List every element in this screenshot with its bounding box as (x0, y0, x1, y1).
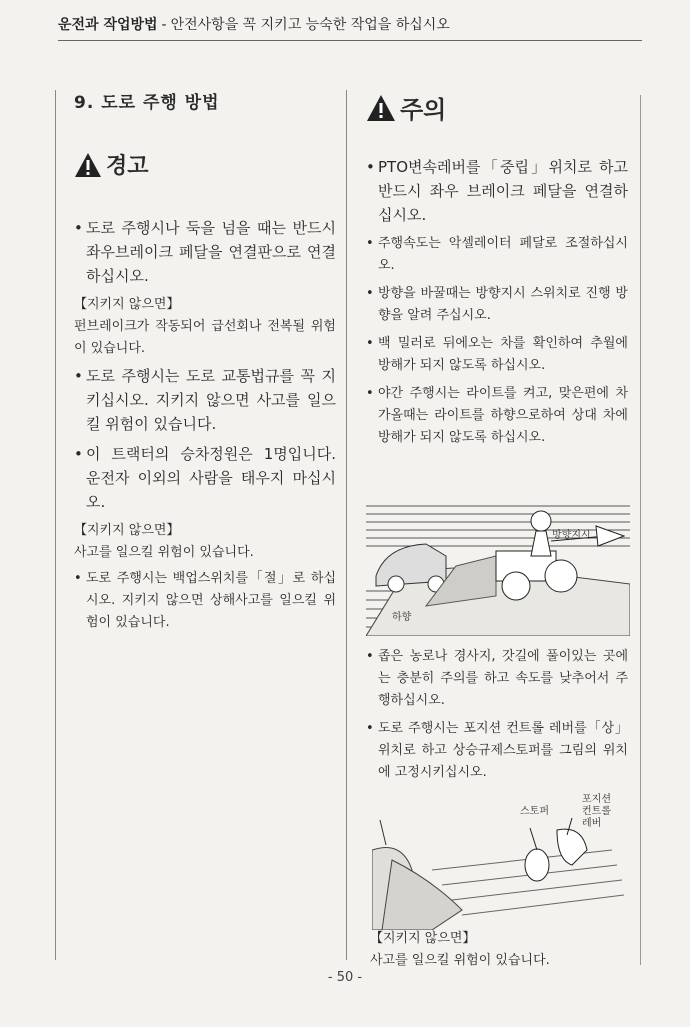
right-column-bottom (366, 646, 628, 790)
caution-heading (366, 90, 628, 125)
left-item-4: • 도로 주행시는 백업스위치를「절」로 하십시오. 지키지 않으면 상해사고를 일으킬 위험이 있습니다. (74, 571, 336, 630)
right-item-7: • 도로 주행시는 포지션 컨트롤 레버를「상」위치로 하고 상승규제스토퍼를 그림의 위치에 고정시키십시오. (366, 721, 628, 780)
low-beam-label: 하향 (392, 612, 412, 623)
caution-title: 주의 (400, 96, 447, 124)
warning-title: 경고 (106, 154, 149, 179)
left-item-1: • 도로 주행시나 둑을 넘을 때는 반드시 좌우브레이크 페달을 연결판으로 연결하십시오. (74, 219, 336, 285)
caution-triangle-icon (366, 94, 396, 122)
warning-heading (74, 149, 336, 180)
right-column (366, 88, 628, 455)
right-item-6: • 좁은 농로나 경사지, 갓길에 풀이있는 곳에는 충분히 주의를 하고 속도를 낮추어서 주행하십시오. (366, 649, 628, 708)
left-column (74, 88, 336, 640)
left-plain-2: 사고를 일으킬 위험이 있습니다. (74, 545, 254, 560)
page-number: - 50 - (327, 970, 363, 985)
column-rule-right (640, 95, 641, 965)
right-item-2: • 주행속도는 악셀레이터 페달로 조절하십시오. (366, 236, 628, 273)
right-final: 사고를 일으킬 위험이 있습니다. (370, 953, 550, 968)
header-subtitle: 안전사항을 꼭 지키고 능숙한 작업을 하십시오 (170, 17, 450, 33)
left-item-3: • 이 트랙터의 승차정원은 1명입니다. 운전자 이외의 사람을 태우지 마십시오. (74, 445, 336, 511)
right-footer-text (370, 928, 632, 976)
left-bracket-2: 【지키지 않으면】 (74, 523, 180, 538)
right-item-1: • PTO변속레버를「중립」위치로 하고 반드시 좌우 브레이크 페달을 연결하십시오. (366, 158, 628, 224)
page-header: 운전과 작업방법 - 안전사항을 꼭 지키고 능숙한 작업을 하십시오 (58, 17, 450, 33)
left-plain-1: 펀브레이크가 작동되어 급선회나 전복될 위험이 있습니다. (74, 319, 336, 356)
right-item-3: • 방향을 바꿀때는 방향지시 스위치로 진행 방향을 알려 주십시오. (366, 286, 628, 323)
right-item-4: • 백 밀러로 뒤에오는 차를 확인하여 추월에 방해가 되지 않도록 하십시오. (366, 336, 628, 373)
left-item-2: • 도로 주행시는 도로 교통법규를 꼭 지키십시오. 지키지 않으면 사고를 일으킬 위험이 있습니다. (74, 367, 336, 433)
lever-illustration (372, 790, 624, 930)
column-rule-left (55, 90, 56, 960)
header-rule (58, 40, 642, 41)
lever-label: 포지션 컨트롤 레버 (582, 794, 611, 829)
header-title: 운전과 작업방법 (58, 17, 158, 33)
stopper-label: 스토퍼 (520, 806, 549, 817)
warning-triangle-icon (74, 152, 102, 178)
left-bracket-1: 【지키지 않으면】 (74, 297, 180, 312)
turn-signal-label: 방향지시 (552, 530, 591, 541)
right-bracket: 【지키지 않으면】 (370, 931, 476, 946)
right-item-5: • 야간 주행시는 라이트를 켜고, 맞은편에 차가올때는 라이트를 하향으로하여 상대 차에 방해가 되지 않도록 하십시오. (366, 386, 628, 445)
section-title: 9. 도로 주행 방법 (74, 93, 220, 113)
column-rule-middle (346, 90, 347, 960)
tractor-road-illustration (366, 496, 630, 636)
